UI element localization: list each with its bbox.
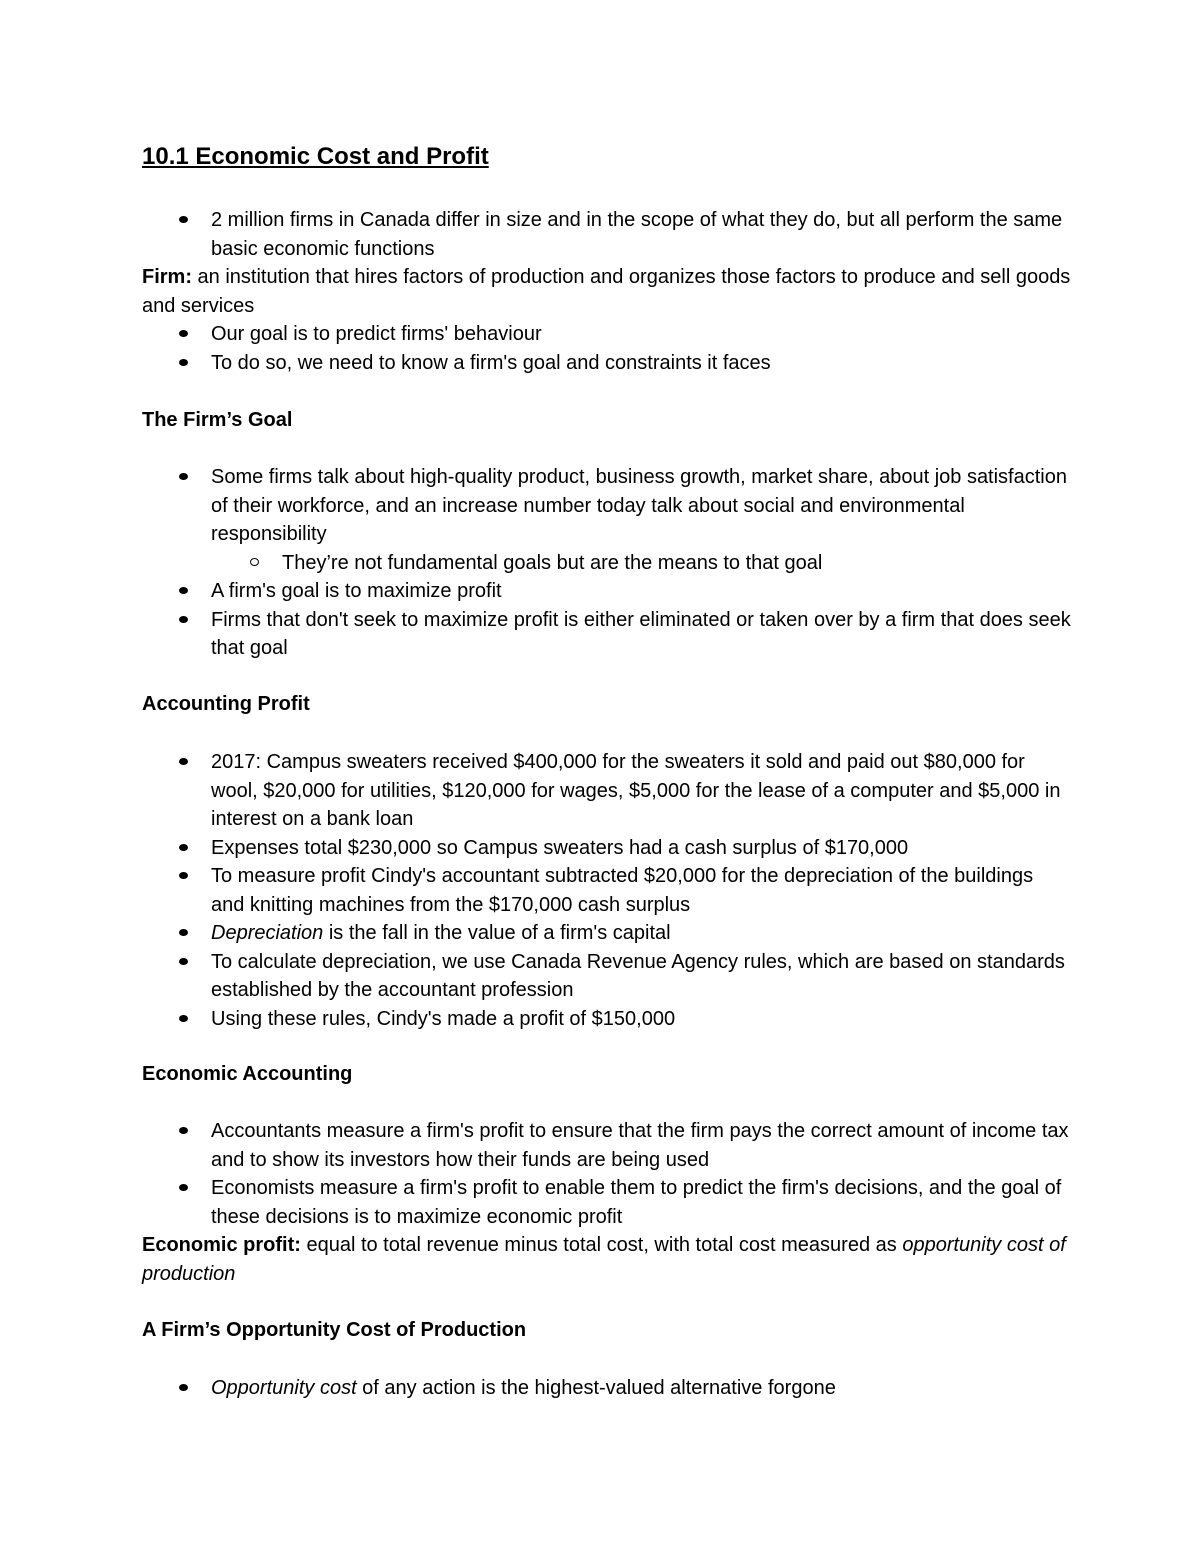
depreciation-text: is the fall in the value of a firm's capital	[323, 922, 671, 944]
list-item: Economists measure a firm's profit to enable them to predict the firm's decisions, and the goal of these decisions is to maximize economic profit	[142, 1174, 1072, 1231]
firm-definition-text: an institution that hires factors of production and organizes those factors to produce and sell goods and services	[142, 266, 1071, 317]
depreciation-term: Depreciation	[211, 922, 324, 944]
intro-list-2	[142, 320, 1072, 377]
accounting-section	[142, 748, 1072, 1033]
section-heading-opportunity-cost: A Firm’s Opportunity Cost of Production	[142, 1319, 527, 1341]
list-item	[142, 919, 1072, 948]
economic-profit-definition	[142, 1231, 1072, 1288]
economic-list	[142, 1117, 1072, 1231]
list-item: 2017: Campus sweaters received $400,000 for the sweaters it sold and paid out $80,000 for wool, $20,000 for utilities, $120,000 for wages, $5,000 for the lease of a computer and $5,000 in interest on a bank loan	[142, 748, 1072, 834]
list-item	[142, 463, 1072, 577]
opportunity-section	[142, 1374, 1072, 1403]
list-item: Firms that don't seek to maximize profit is either eliminated or taken over by a firm that does seek that goal	[142, 606, 1072, 663]
section-heading-economic-accounting: Economic Accounting	[142, 1063, 353, 1085]
opportunity-cost-text: of any action is the highest-valued alternative forgone	[356, 1377, 836, 1399]
list-item: A firm's goal is to maximize profit	[142, 577, 1072, 606]
intro-section	[142, 206, 1072, 377]
list-item: 2 million firms in Canada differ in size and in the scope of what they do, but all perform the same basic economic functions	[142, 206, 1072, 263]
firm-term: Firm:	[142, 266, 192, 288]
section-heading-firms-goal: The Firm’s Goal	[142, 409, 293, 431]
list-item: Our goal is to predict firms' behaviour	[142, 320, 1072, 349]
page-title: 10.1 Economic Cost and Profit	[142, 143, 489, 170]
list-item	[142, 1374, 1072, 1403]
intro-list	[142, 206, 1072, 263]
economic-profit-italic: opportunity cost of production	[142, 1234, 1066, 1285]
sub-list-item: They’re not fundamental goals but are the means to that goal	[142, 549, 1072, 578]
goal-sublist	[142, 549, 1072, 578]
list-item: Expenses total $230,000 so Campus sweaters had a cash surplus of $170,000	[142, 834, 1072, 863]
list-item: To do so, we need to know a firm's goal and constraints it faces	[142, 349, 1072, 378]
accounting-list	[142, 748, 1072, 1033]
goal-section	[142, 463, 1072, 663]
list-item: Using these rules, Cindy's made a profit of $150,000	[142, 1005, 1072, 1034]
list-item: Accountants measure a firm's profit to ensure that the firm pays the correct amount of income tax and to show its investors how their funds are being used	[142, 1117, 1072, 1174]
economic-profit-term: Economic profit:	[142, 1234, 301, 1256]
section-heading-accounting-profit: Accounting Profit	[142, 693, 310, 715]
list-item: To calculate depreciation, we use Canada Revenue Agency rules, which are based on standards established by the accountant profession	[142, 948, 1072, 1005]
list-item-text: Some firms talk about high-quality product, business growth, market share, about job satisfaction of their workforce, and an increase number today talk about social and environmental responsibility	[211, 466, 1067, 545]
economic-section	[142, 1117, 1072, 1288]
goal-list	[142, 463, 1072, 663]
opportunity-cost-term: Opportunity cost	[211, 1377, 357, 1399]
list-item: To measure profit Cindy's accountant subtracted $20,000 for the depreciation of the buildings and knitting machines from the $170,000 cash surplus	[142, 862, 1072, 919]
firm-definition	[142, 263, 1072, 320]
economic-profit-text: equal to total revenue minus total cost, with total cost measured as	[300, 1234, 903, 1256]
opportunity-list	[142, 1374, 1072, 1403]
